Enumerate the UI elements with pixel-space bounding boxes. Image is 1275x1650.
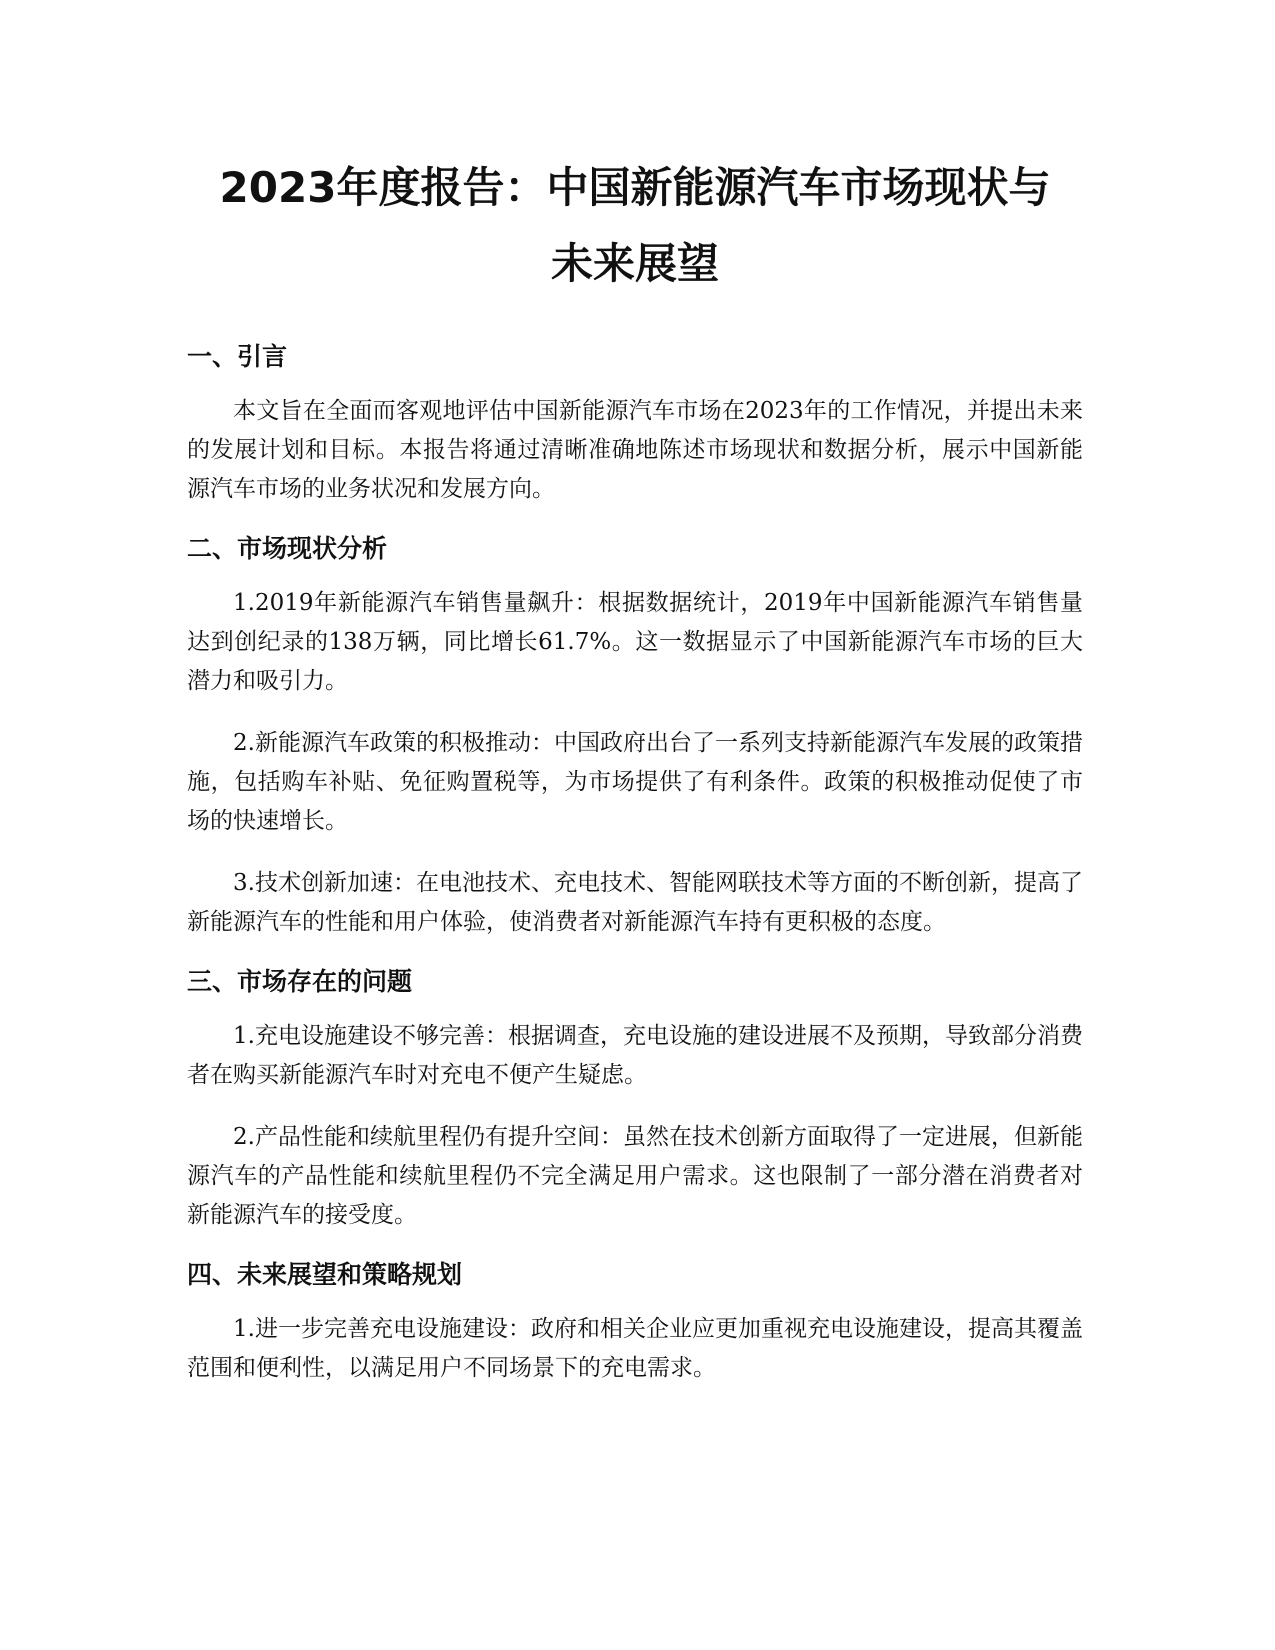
paragraph: 1.进一步完善充电设施建设：政府和相关企业应更加重视充电设施建设，提高其覆盖范围和便利性，以满足用户不同场景下的充电需求。: [187, 1316, 1083, 1381]
paragraph: 1.充电设施建设不够完善：根据调查，充电设施的建设进展不及预期，导致部分消费者在购买新能源汽车时对充电不便产生疑虑。: [187, 1023, 1083, 1088]
section-heading: 一、引言: [187, 342, 288, 371]
paragraph: 2.新能源汽车政策的积极推动：中国政府出台了一系列支持新能源汽车发展的政策措施，包括购车补贴、免征购置税等，为市场提供了有利条件。政策的积极推动促使了市场的快速增长。: [187, 730, 1083, 834]
paragraph: 2.产品性能和续航里程仍有提升空间：虽然在技术创新方面取得了一定进展，但新能源汽车的产品性能和续航里程仍不完全满足用户需求。这也限制了一部分潜在消费者对新能源汽车的接受度。: [187, 1124, 1083, 1228]
paragraph: 1.2019年新能源汽车销售量飙升：根据数据统计，2019年中国新能源汽车销售量达到创纪录的138万辆，同比增长61.7%。这一数据显示了中国新能源汽车市场的巨大潜力和吸引力。: [187, 590, 1083, 694]
title-line-2: 未来展望: [550, 239, 719, 288]
section-heading: 四、未来展望和策略规划: [187, 1260, 463, 1289]
paragraph: 本文旨在全面而客观地评估中国新能源汽车市场在2023年的工作情况，并提出未来的发展计划和目标。本报告将通过清晰准确地陈述市场现状和数据分析，展示中国新能源汽车市场的业务状况和发展方向。: [187, 398, 1083, 502]
section-future-outlook: [187, 1258, 1083, 1388]
section-market-analysis: [187, 532, 1083, 942]
section-market-problems: [187, 965, 1083, 1235]
document-page: [187, 150, 1083, 1411]
section-heading: 三、市场存在的问题: [187, 967, 413, 996]
title-line-1: 2023年度报告：中国新能源汽车市场现状与: [219, 163, 1051, 212]
document-title: [187, 150, 1083, 302]
section-heading: 二、市场现状分析: [187, 534, 388, 563]
section-introduction: [187, 340, 1083, 509]
paragraph: 3.技术创新加速：在电池技术、充电技术、智能网联技术等方面的不断创新，提高了新能源汽车的性能和用户体验，使消费者对新能源汽车持有更积极的态度。: [187, 870, 1083, 935]
